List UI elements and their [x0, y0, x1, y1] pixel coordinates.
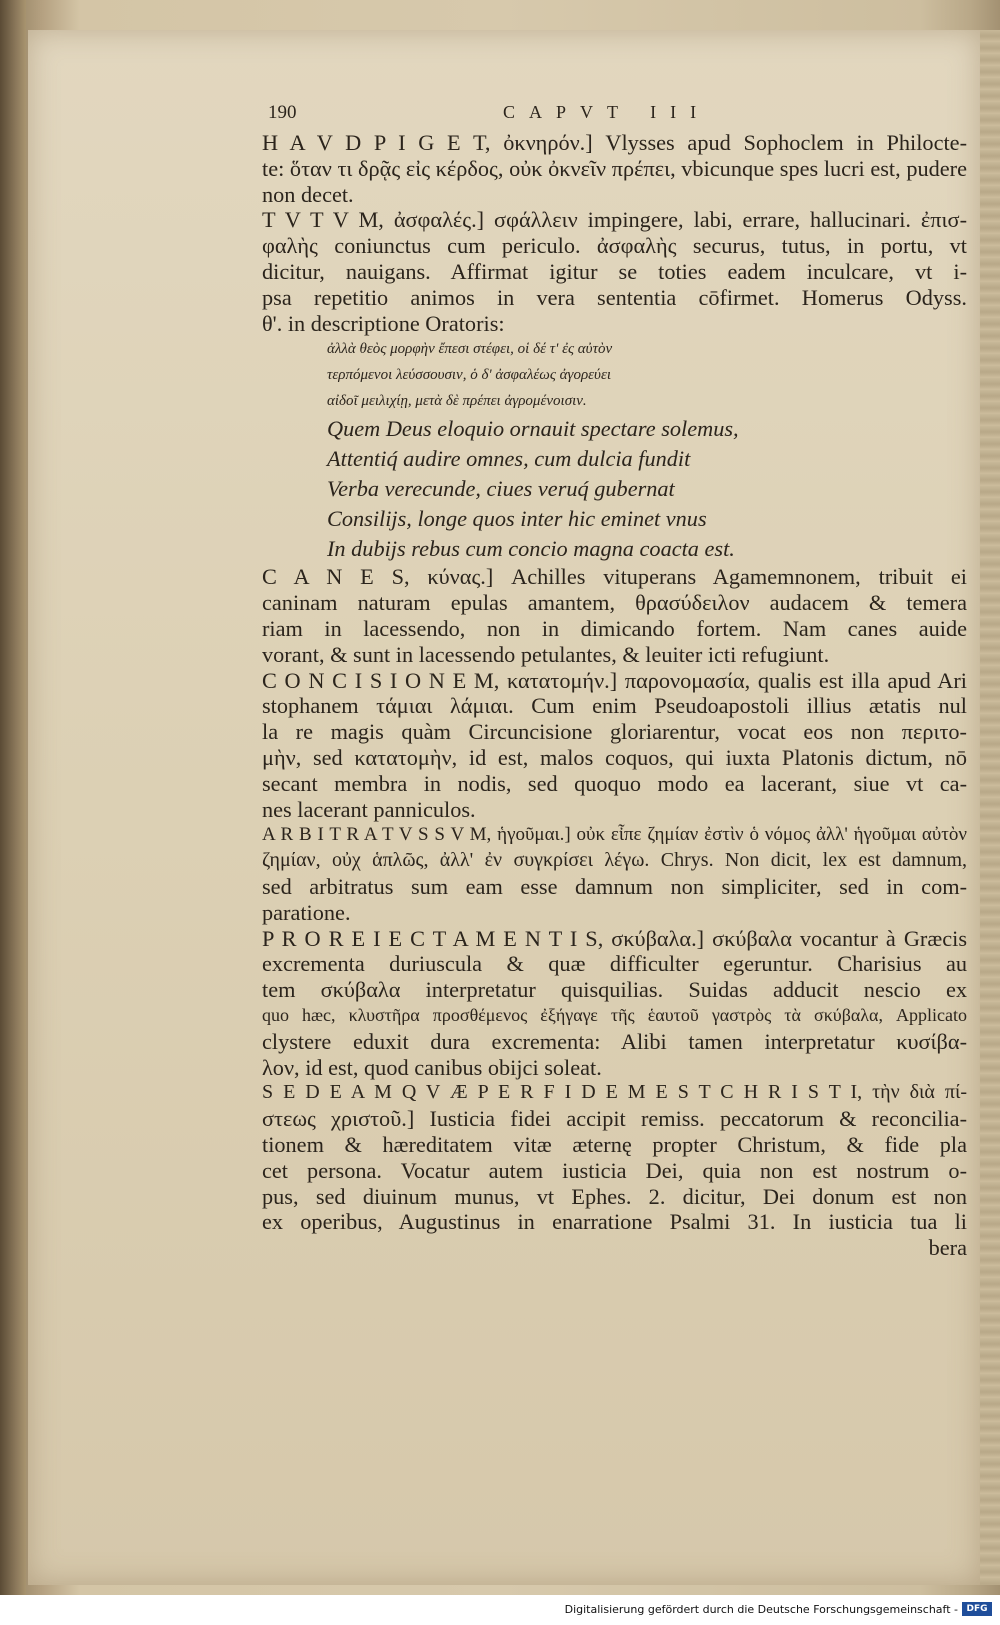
book-spine: [0, 0, 26, 1595]
text-line: caninam naturam epulas amantem, θρασύδειλον audacem & temera: [262, 590, 967, 616]
greek-verse-line: τερπόμενοι λεύσσουσιν, ὁ δ' ἀσφαλέως ἀγορεύει: [327, 367, 612, 384]
page-header: [268, 102, 968, 126]
text-line: στεως χριστοῦ.] Iusticia fidei accipit remiss. peccatorum & reconcilia-: [262, 1106, 967, 1132]
text-line: quo hæc, κλυστῆρα προσθέμενος ἐξήγαγε τῆς ἑαυτοῦ γαστρὸς τὰ σκύβαλα, Applicato: [262, 1004, 967, 1025]
text-line: φαλὴς coniunctus cum periculo. ἀσφαλὴς securus, tutus, in portu, vt: [262, 233, 967, 259]
text-line: tem σκύβαλα interpretatur quisquilias. Suidas adducit nescio ex: [262, 977, 967, 1003]
text-line: H A V D P I G E T, ὀκνηρόν.] Vlysses apud Sophoclem in Philocte-: [262, 130, 967, 155]
text-line: C A N E S, κύνας.] Achilles vituperans Agamemnonem, tribuit ei: [262, 564, 967, 590]
text-line: clystere eduxit dura excrementa: Alibi tamen interpretatur κυσίβα-: [262, 1028, 967, 1054]
text-line: S E D E A M Q V Æ P E R F I D E M E S T C H R I S T I, τὴν διὰ πί-: [262, 1081, 967, 1104]
greek-verse-line: ἀλλὰ θεὸς μορφὴν ἔπεσι στέφει, οἱ δέ τ' ἐς αὐτὸν: [327, 341, 613, 358]
footer-bar: [0, 1595, 1000, 1625]
funding-credit: Digitalisierung gefördert durch die Deutsche Forschungsgemeinschaft -: [564, 1603, 958, 1616]
page-edge: [980, 30, 1000, 1585]
text-line: tionem & hæreditatem vitæ æternę propter Christum, & fide pla: [262, 1131, 967, 1157]
page-text: [262, 130, 967, 1261]
text-line: vorant, & sunt in lacessendo petulantes, & leuiter icti refugiunt.: [262, 641, 830, 667]
greek-verse-line: αἰδοῖ μειλιχίῃ, μετὰ δὲ πρέπει ἀγρομένοισιν.: [327, 393, 587, 410]
text-line: nes lacerant panniculos.: [262, 796, 476, 822]
text-line: stophanem τάμιαι λάμιαι. Cum enim Pseudoapostoli illius ætatis nul: [262, 693, 967, 719]
verse-line: In dubijs rebus cum concio magna coacta est.: [327, 536, 735, 562]
text-line: la re magis quàm Circuncisione gloriarentur, vocat eos non περιτο-: [262, 719, 967, 745]
text-line: excrementa duriuscula & quæ difficulter egeruntur. Charisius au: [262, 951, 967, 977]
text-line: te: ὅταν τι δρᾷς εἰς κέρδος, οὐκ ὀκνεῖν πρέπει, vbicunque spes lucri est, pudere: [262, 155, 967, 181]
text-line: P R O R E I E C T A M E N T I S, σκύβαλα.] σκύβαλα vocantur à Græcis: [262, 925, 967, 951]
running-head: CAPVT III: [503, 102, 711, 122]
text-line: dicitur, nauigans. Affirmat igitur se toties eadem inculcare, vt i-: [262, 258, 967, 284]
text-line: sed arbitratus sum eam esse damnum non simpliciter, sed in com-: [262, 873, 967, 899]
text-line: λον, id est, quod canibus obijci soleat.: [262, 1054, 602, 1080]
dfg-logo: DFG: [962, 1602, 992, 1616]
verse-line: Verba verecunde, ciues veruq́ gubernat: [327, 476, 675, 502]
verse-line: Attentiq́ audire omnes, cum dulcia fundit: [327, 446, 691, 472]
text-line: ζημίαν, οὐχ ἁπλῶς, ἀλλ' ἐν συγκρίσει λέγω. Chrys. Non dicit, lex est damnum,: [262, 849, 967, 872]
text-line: A R B I T R A T V S S V M, ἡγοῦμαι.] οὐκ εἶπε ζημίαν ἐστὶν ὁ νόμος ἀλλ' ἡγοῦμαι αὐτὸν: [262, 824, 967, 846]
text-line: psa repetitio animos in vera sententia cōfirmet. Homerus Odyss.: [262, 284, 967, 310]
text-line: cet persona. Vocatur autem iusticia Dei, quia non est nostrum o-: [262, 1157, 967, 1183]
page-number: 190: [268, 102, 297, 123]
text-line: pus, sed diuinum munus, vt Ephes. 2. dicitur, Dei donum est non: [262, 1183, 967, 1209]
text-line: μὴν, sed κατατομὴν, id est, malos coquos, qui iuxta Platonis dictum, nō: [262, 744, 967, 770]
text-line: non decet.: [262, 181, 354, 207]
verse-line: Quem Deus eloquio ornauit spectare solemus,: [327, 416, 739, 442]
text-line: θ'. in descriptione Oratoris:: [262, 310, 505, 336]
text-line: ex operibus, Augustinus in enarratione Psalmi 31. In iusticia tua li: [262, 1209, 967, 1235]
catchword: bera: [928, 1235, 967, 1261]
text-line: T V T V M, ἀσφαλές.] σφάλλειν impingere, labi, errare, hallucinari. ἐπισ-: [262, 207, 967, 233]
text-line: secant membra in nodis, sed quoquo modo ea lacerant, siue vt ca-: [262, 770, 967, 796]
text-line: C O N C I S I O N E M, κατατομήν.] παρονομασία, qualis est illa apud Ari: [262, 667, 967, 693]
text-line: paratione.: [262, 899, 351, 925]
text-line: riam in lacessendo, non in dimicando fortem. Nam canes auide: [262, 615, 967, 641]
verse-line: Consilijs, longe quos inter hic eminet vnus: [327, 506, 707, 532]
